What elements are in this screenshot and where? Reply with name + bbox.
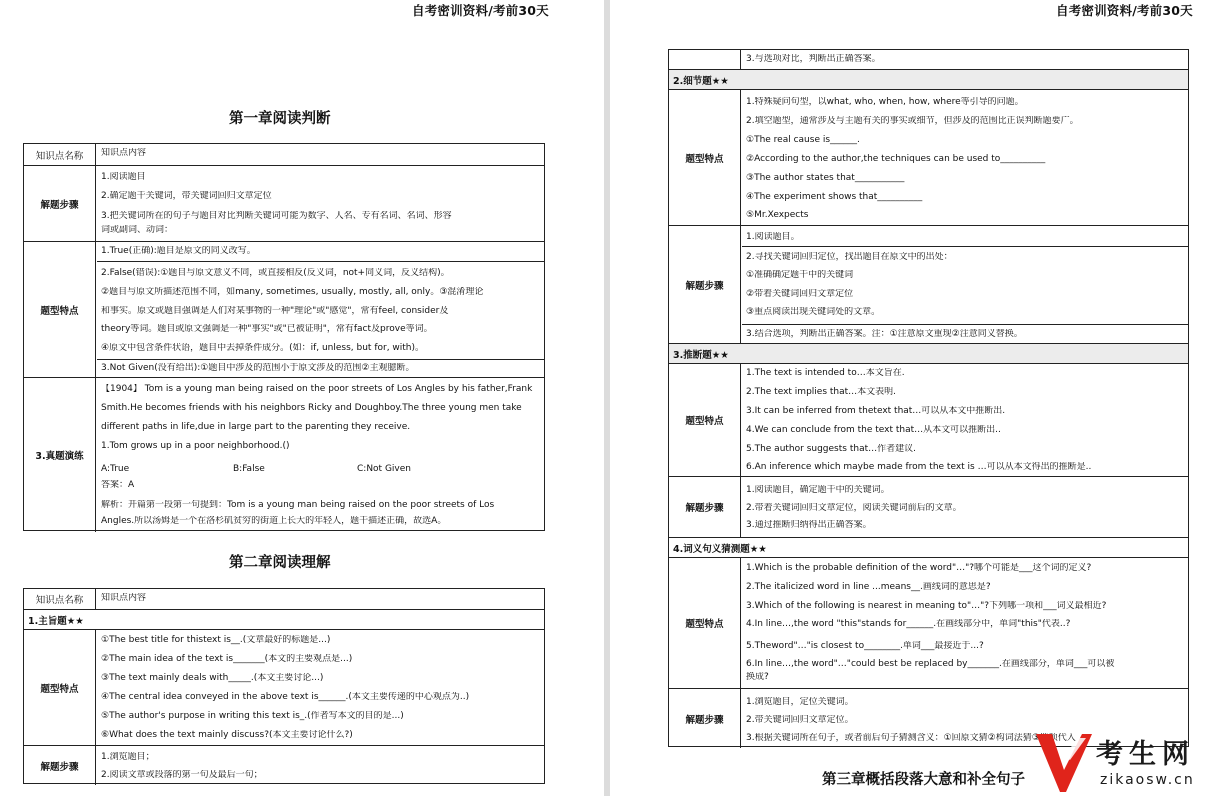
table-head-row <box>24 589 544 609</box>
page-header: 自考密训资料/考前30天 <box>412 3 549 18</box>
content-line: 1.True(正确):题目是原文的同义改写。 <box>101 246 256 256</box>
analysis-line: 解析：开篇第一段第一句提到：Tom is a young man being raised on the poor streets of Los <box>101 500 495 510</box>
row-label: 解题步骤 <box>669 689 741 748</box>
content-line: 3.Which of the following is nearest in meaning to"…"?下列哪一项和___词义最相近? <box>746 601 1107 611</box>
content-line: 换成? <box>746 672 769 682</box>
content-line: different paths in life,due in large part to the parenting they receive. <box>101 422 411 432</box>
row-label: 题型特点 <box>669 90 741 225</box>
table-row <box>24 165 544 241</box>
analysis-line: Angles.所以汤姆是一个在洛杉矶贫穷的街道上长大的年轻人，题干描述正确，故选A。 <box>101 516 447 526</box>
section-row <box>669 69 1188 89</box>
right-page <box>610 0 1212 796</box>
option-a: A:True <box>101 464 130 474</box>
head-content: 知识点内容 <box>101 593 147 603</box>
content-line: 2.The text implies that…本文表明. <box>746 387 897 397</box>
question-line: 1.Tom grows up in a poor neighborhood.() <box>101 441 290 451</box>
content-line: ④原文中包含条件状语，题目中去掉条件成分。(如：if, unless, but for, with)。 <box>101 343 425 353</box>
content-line: 5.The author suggests that…作者建议. <box>746 444 916 454</box>
row-label: 解题步骤 <box>24 746 96 785</box>
content-line: Smith.He becomes friends with his neighbors Ricky and Doughboy.The three young men take <box>101 403 522 413</box>
head-content: 知识点内容 <box>101 148 147 158</box>
chapter-2-title: 第二章阅读理解 <box>229 555 331 571</box>
content-line: ②带着关键词回归文章定位 <box>746 289 854 299</box>
content-line: 词或副词、动词： <box>101 225 174 235</box>
content-line: ①The best title for thistext is__.(文章最好的标题是...) <box>101 635 331 645</box>
content-line: ③The author states that___________ <box>746 173 905 183</box>
content-line: 1.阅读题目，确定题干中的关键词。 <box>746 485 890 495</box>
content-line: 3.把关键词所在的句子与题目对比判断关键词可能为数字、人名、专有名词、名词、形容 <box>101 211 452 221</box>
content-line: 2.带着关键词回归文章定位，阅读关键词前后的文章。 <box>746 503 962 513</box>
content-line: 4.We can conclude from the text that…从本文可以推断出.. <box>746 425 1001 435</box>
content-line: 6.An inference which maybe made from the text is …可以从本文得出的推断是.. <box>746 462 1092 472</box>
section-row <box>669 343 1188 363</box>
section-inference: 3.推断题★★ <box>669 344 1188 363</box>
content-line: 3.It can be inferred from thetext that…可以从本文中推断出. <box>746 406 1006 416</box>
chapter-3-title: 第三章概括段落大意和补全句子 <box>822 772 1025 788</box>
answer-line: 答案：A <box>101 480 135 490</box>
content-line: 6.In line…,the word"…"could best be replaced by_______.在画线部分，单词___可以被 <box>746 659 1115 669</box>
content-line: ②题目与原文所描述范围不同，如many, sometimes, usually, mostly, all, only。③混淆理论 <box>101 287 484 297</box>
table-row <box>669 225 1188 343</box>
content-line: ⑤Mr.Xexpects <box>746 210 809 220</box>
content-line: ①准确确定题干中的关键词 <box>746 270 854 280</box>
section-main-idea: 1.主旨题★★ <box>28 615 84 627</box>
chapter-1-title: 第一章阅读判断 <box>229 111 331 127</box>
table-row <box>669 89 1188 225</box>
content-line: ③The text mainly deals with_____.(本文主要讨论...) <box>101 673 324 683</box>
section-row <box>669 537 1188 557</box>
watermark-brand: 考生网 <box>1096 739 1195 770</box>
content-line: 1.阅读题目 <box>101 172 146 182</box>
table-row <box>24 629 544 745</box>
row-label: 题型特点 <box>24 630 96 745</box>
content-line: 和事实。原文或题目强调是人们对某事物的一种"理论"或"感觉"，常有feel, consider及 <box>101 306 449 316</box>
row-label: 解题步骤 <box>24 166 96 241</box>
row-label: 解题步骤 <box>669 226 741 343</box>
content-line: ④The experiment shows that__________ <box>746 192 923 202</box>
option-b: B:False <box>233 464 265 474</box>
content-line: 3.结合选项，判断出正确答案。注：①注意原文重现②注意同义替换。 <box>746 329 1023 339</box>
row-label: 题型特点 <box>669 364 741 476</box>
content-line: 1.浏览题目； <box>101 752 155 762</box>
content-line: 1.阅读题目。 <box>746 232 800 242</box>
content-line: 【1904】 Tom is a young man being raised on the poor streets of Los Angles by his father,Frank <box>101 384 533 394</box>
left-page <box>0 0 604 796</box>
row-label: 解题步骤 <box>669 477 741 537</box>
chapter-1-table <box>23 143 545 531</box>
content-line: 3.与选项对比，判断出正确答案。 <box>746 54 881 64</box>
content-line: 1.特殊疑问句型，以what, who, when, how, where等引导的问题。 <box>746 97 1024 107</box>
content-line: 2.填空题型，通常涉及与主题有关的事实或细节，但涉及的范围比正误判断题要广。 <box>746 116 1079 126</box>
table-row <box>24 241 544 377</box>
content-line: ⑥What does the text mainly discuss?(本文主要讨论什么?) <box>101 730 353 740</box>
zikaosw-watermark <box>1034 728 1212 796</box>
content-line: ④The central idea conveyed in the above text is______.(本文主要传递的中心观点为..) <box>101 692 470 702</box>
content-line: 2.带关键词回归文章定位。 <box>746 715 854 725</box>
content-line: 2.The italicized word in line ...means__.画线词的意思是? <box>746 582 991 592</box>
content-line: ①The real cause is______. <box>746 135 860 145</box>
head-name: 知识点名称 <box>24 589 96 609</box>
content-line: 3.Not Given(没有给出):①题目中涉及的范围小于原文涉及的范围②主观臆断。 <box>101 363 415 373</box>
table-row <box>669 50 1188 69</box>
row-label: 题型特点 <box>669 558 741 688</box>
content-line: ②The main idea of the text is_______(本文的主要观点是...) <box>101 654 353 664</box>
content-line: 2.寻找关键词回归定位，找出题目在原文中的出处： <box>746 252 953 262</box>
content-line: 2.确定题干关键词，带关键词回归文章定位 <box>101 191 272 201</box>
watermark-url: zikaosw.cn <box>1100 772 1195 788</box>
content-line: 2.False(错误):①题目与原文意义不同，或直接相反(反义词，not+同义词，反义结构)。 <box>101 268 450 278</box>
chapter-2-table <box>23 588 545 784</box>
content-line: 1.The text is intended to…本文旨在. <box>746 368 905 378</box>
content-line: ②According to the author,the techniques can be used to__________ <box>746 154 1046 164</box>
section-row <box>24 609 544 629</box>
content-line: 3.根据关键词所在句子，或者前后句子猜测含义：①回原文猜②构词法猜③选项代入 <box>746 733 1076 743</box>
table-row <box>669 557 1188 688</box>
table-row <box>669 363 1188 476</box>
row-label: 题型特点 <box>24 242 96 377</box>
content-line: 4.In line…,the word "this"stands for______.在画线部分中，单词"this"代表..? <box>746 619 1071 629</box>
page-header: 自考密训资料/考前30天 <box>1056 3 1193 18</box>
content-line: 1.浏览题目，定位关键词。 <box>746 697 854 707</box>
content-line: 5.Theword"…"is closest to________.单词___最接近于...? <box>746 641 984 651</box>
content-line: theory等词。题目或原文强调是一种"事实"或"已被证明"，常有fact及prove等词。 <box>101 324 433 334</box>
table-row <box>669 476 1188 537</box>
table-row <box>24 377 544 532</box>
section-word-meaning: 4.词义句义猜测题★★ <box>673 543 767 555</box>
section-detail: 2.细节题★★ <box>669 70 1188 89</box>
k-logo-icon <box>1034 730 1094 794</box>
content-line: 1.Which is the probable definition of the word"…"?哪个可能是___这个词的定义? <box>746 563 1092 573</box>
row-label: 3.真题演练 <box>24 378 96 532</box>
head-name: 知识点名称 <box>24 144 96 165</box>
chapter-2-table-continued <box>668 49 1189 747</box>
table-head-row <box>24 144 544 165</box>
table-row <box>24 745 544 785</box>
content-line: ⑤The author's purpose in writing this text is_.(作者写本文的目的是...) <box>101 711 404 721</box>
option-c: C:Not Given <box>357 464 411 474</box>
content-line: 2.阅读文章或段落的第一句及最后一句； <box>101 770 263 780</box>
content-line: 3.通过推断归纳得出正确答案。 <box>746 520 872 530</box>
content-line: ③重点阅读出现关键词处的文章。 <box>746 307 881 317</box>
